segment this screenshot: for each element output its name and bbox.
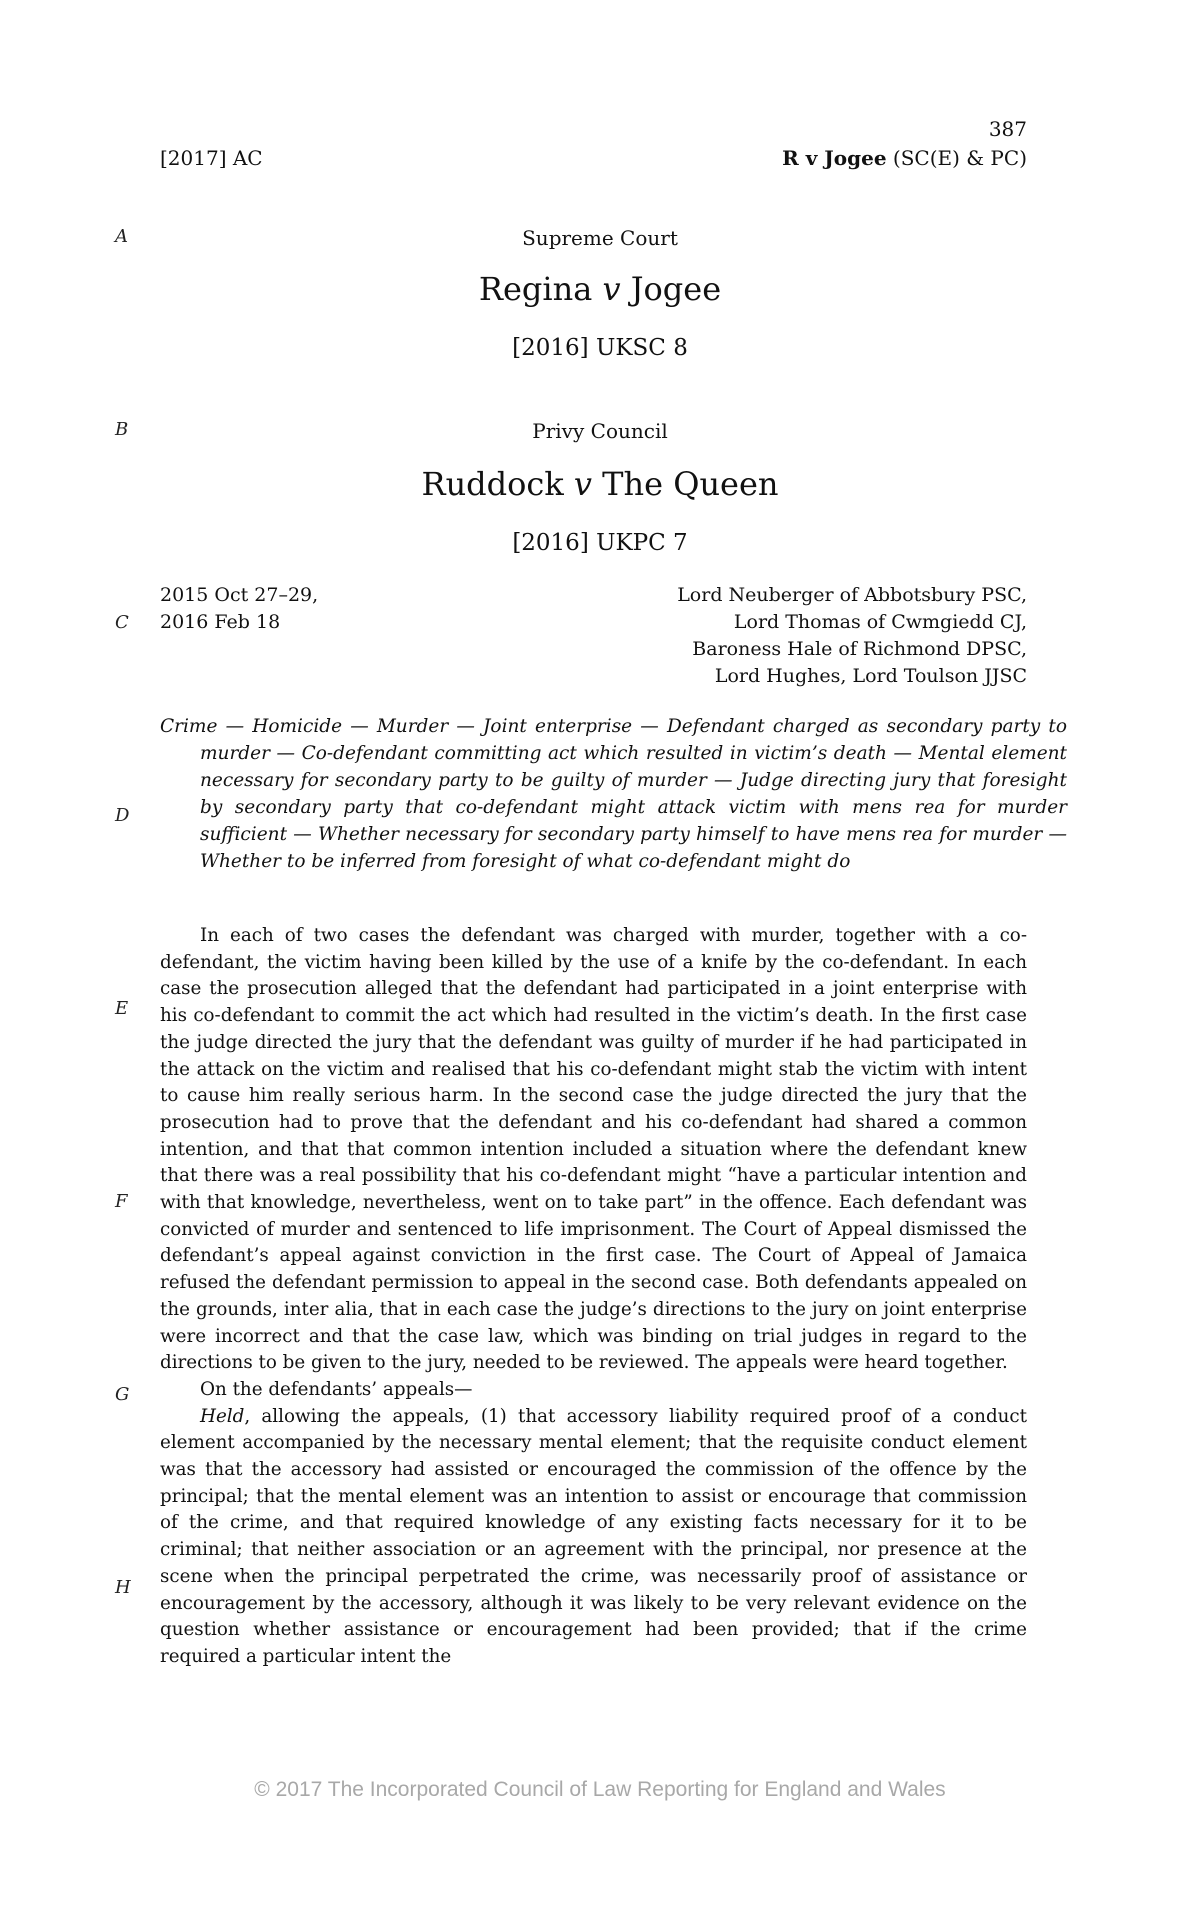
case-title-right: The Queen: [591, 465, 779, 503]
held-text: , allowing the appeals, (1) that accessory liability required proof of a conduct element accompanied by the necessary mental element; that the requisite conduct element was that the accessory had assisted or encouraged the commission of the offence by the principal; that the mental element was an intention to assist or encourage that commission of the crime, and that required knowledge of any existing facts necessary for it to be criminal; that neither association or an agreement with the principal, nor presence at the scene when the principal perpetrated the crime, was necessarily proof of assistance or encouragement by the accessory, although it was likely to be very relevant evidence on the question whether assistance or encouragement had been provided; that if the crime required a particular intent the: [160, 1405, 1027, 1667]
margin-letter-f: F: [115, 1191, 128, 1212]
margin-letter-h: H: [115, 1577, 131, 1598]
copyright-notice: © 2017 The Incorporated Council of Law Reporting for England and Wales: [254, 1778, 946, 1801]
court-label-supreme: Supreme Court: [522, 226, 678, 250]
margin-letter-e: E: [115, 998, 129, 1019]
running-case-title: [782, 146, 1027, 170]
hearing-date-line: 2015 Oct 27–29,: [160, 584, 319, 606]
case-title-ruddock-v-queen: [0, 465, 1200, 503]
volume-reference: [2017] AC: [160, 146, 263, 170]
judge-line: Baroness Hale of Richmond DPSC,: [692, 638, 1027, 660]
case-title-regina-v-jogee: [0, 270, 1200, 308]
margin-letter-b: B: [115, 419, 129, 440]
margin-letter-c: C: [115, 612, 129, 633]
headnote-body: [160, 923, 1027, 1671]
court-label-privy: Privy Council: [532, 419, 668, 443]
judge-line: Lord Hughes, Lord Toulson JJSC: [714, 665, 1027, 687]
judge-line: Lord Thomas of Cwmgiedd CJ,: [733, 611, 1027, 633]
headnote-paragraph-facts: In each of two cases the defendant was charged with murder, together with a co-defendant, the victim having been killed by the use of a knife by the co-defendant. In each case the prosecution alleged that the defendant had participated in a joint enterprise with his co-defendant to commit the act which had resulted in the victim’s death. In the first case the judge directed the jury that the defendant was guilty of murder if he had participated in the attack on the victim and realised that his co-defendant might stab the victim with intent to cause him really serious harm. In the second case the judge directed the jury that the prosecution had to prove that the defendant and his co-defendant had shared a common intention, and that that common intention included a situation where the defendant knew that there was a real possibility that his co-defendant might “have a particular intention and with that knowledge, nevertheless, went on to take part” in the offence. Each defendant was convicted of murder and sentenced to life imprisonment. The Court of Appeal dismissed the defendant’s appeal against conviction in the first case. The Court of Appeal of Jamaica refused the defendant permission to appeal in the second case. Both defendants appealed on the grounds, inter alia, that in each case the judge’s directions to the jury on joint enterprise were incorrect and that the case law, which was binding on trial judges in regard to the directions to be given to the jury, needed to be reviewed. The appeals were heard together.: [160, 925, 1027, 1374]
running-case-name: R v Jogee: [782, 146, 887, 170]
case-title-v: v: [602, 270, 621, 308]
case-title-v: v: [573, 465, 592, 503]
hearing-dates: [160, 582, 318, 636]
case-title-left: Ruddock: [421, 465, 574, 503]
judgment-date-line: 2016 Feb 18: [160, 611, 281, 633]
page-number: 387: [988, 117, 1027, 141]
citation-uksc: [2016] UKSC 8: [512, 335, 688, 361]
headnote-paragraph-held: [160, 1404, 1027, 1671]
catchwords: Crime — Homicide — Murder — Joint enterprise — Defendant charged as secondary party to murder — Co-defendant committing act which resulted in victim’s death — Mental element necessary for secondary party to be guilty of murder — Judge directing jury that foresight by secondary party that co-defendant might attack victim with mens rea for murder sufficient — Whether necessary for secondary party himself to have mens rea for murder — Whether to be inferred from foresight of what co-defendant might do: [160, 716, 1067, 872]
running-case-court: (SC(E) & PC): [886, 146, 1027, 170]
headnote-paragraph-appeals: On the defendants’ appeals—: [200, 1378, 473, 1400]
margin-letter-d: D: [115, 805, 130, 826]
margin-letter-a: A: [115, 226, 128, 247]
case-title-left: Regina: [478, 270, 603, 308]
margin-letter-g: G: [115, 1384, 130, 1405]
case-title-right: Jogee: [620, 270, 722, 308]
judges-list: [677, 582, 1027, 690]
held-label: Held: [200, 1405, 245, 1427]
judge-line: Lord Neuberger of Abbotsbury PSC,: [677, 584, 1027, 606]
citation-ukpc: [2016] UKPC 7: [512, 530, 688, 556]
